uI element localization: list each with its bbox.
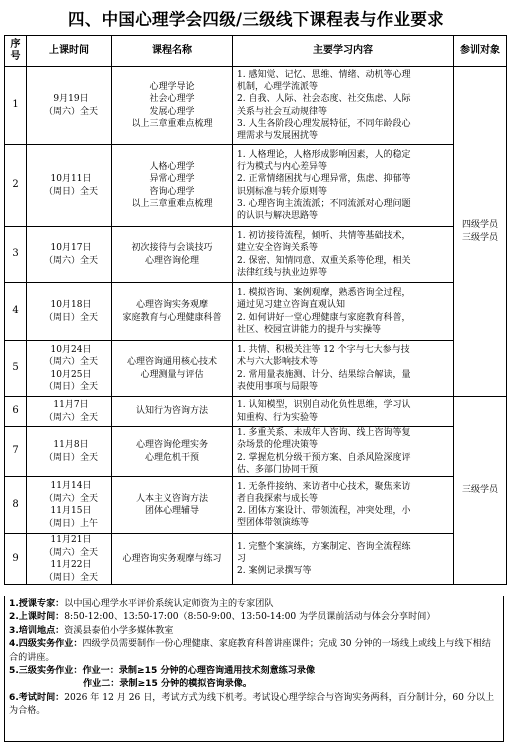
study-content-line: 表使用事项与局限等 [237,381,319,392]
study-content [233,341,454,397]
study-content-line: 法律红线与执业边界等 [237,267,328,278]
class-time-line: （周日）全天 [43,452,98,463]
class-time-line: （周六）全天 [43,547,98,558]
course-name-line: 心理危机干预 [144,452,199,463]
study-content [233,427,454,477]
row-number: 6 [5,397,27,427]
study-content [233,534,454,585]
course-name-line: 心理咨询伦理 [144,255,199,266]
study-content-line: 识别标准与转介原则等 [237,186,328,197]
class-time-line: （周日）全天 [43,186,98,197]
class-time-line: 10月17日 [50,243,92,253]
row-number: 7 [5,427,27,477]
study-content-line: 2. 如何讲好一堂心理健康与家庭教育科普， [237,312,411,323]
target-label: 三级学员 [461,485,498,496]
note-text: 作业一：录制≥15 分钟的心理咨询通用技术刻意练习录像 [82,666,316,677]
study-content-line: 社区、校园宣讲能力的提升与实操等 [237,324,382,335]
study-content [233,145,454,227]
course-name-line: 初次接待与会谈技巧 [131,243,213,253]
class-time [27,534,112,585]
study-content [233,397,454,427]
class-time [27,427,112,477]
study-content-line: 1. 完整个案演练，方案制定、咨询全流程练 [237,541,411,552]
study-content-line: 1. 共情、积极关注等 12 个字与七大参与技 [237,345,410,356]
course-name-line: 社会心理学 [149,94,195,104]
class-time [27,341,112,397]
course-name-line: 心理学导论 [149,81,195,92]
class-time-line: （周六）全天 [43,106,98,117]
note-label: 2.上课时间： [9,612,65,623]
note-item [9,638,499,665]
notes-section [4,596,504,742]
target-label: 四级学员 [461,220,498,230]
study-content-line: 2. 掌握危机分级干预方案、自杀风险深度评 [237,452,411,463]
class-time [27,227,112,283]
study-content-line: 3. 心理咨询主流流派；不同流派对心理问题 [237,198,411,209]
target-group-2 [454,397,507,585]
class-time-line: 10月18日 [50,300,92,310]
class-time-line: （周六）全天 [43,357,98,367]
study-content-line: 估、多部门协同干预 [237,464,319,475]
class-time-line: （周日）上午 [43,518,98,529]
study-content-line: 1. 初访接待流程，倾听、共情等基础技术， [237,231,411,242]
study-content [233,67,454,145]
study-content-line: 2. 常用量表施测、计分、结果综合解读，量 [237,369,411,380]
study-content-line: 习 [237,553,247,564]
study-content-line: 关系与社会互动规律等 [237,106,328,117]
study-content-line: 通过见习建立咨询直观认知 [237,300,346,311]
class-time-line: （周六）全天 [43,412,98,423]
note-label: 6.考试时间： [9,692,65,703]
study-content-line: 者自我探索与成长等 [237,493,319,504]
table-row [5,283,507,341]
table-row [5,227,507,283]
table-row [5,477,507,534]
course-name-line: 发展心理学 [149,106,195,117]
study-content-line: 的认识与解决思路等 [237,210,319,221]
study-content-line: 型团体带领演练等 [237,518,310,529]
class-time-line: 11月7日 [53,400,89,410]
class-time-line: 10月24日 [50,344,92,355]
study-content [233,477,454,534]
study-content [233,227,454,283]
note-item [9,598,499,611]
row-number: 8 [5,477,27,534]
note-item [9,692,499,719]
course-name [112,227,233,283]
class-time-line: 10月25日 [50,369,92,380]
course-name-line: 心理咨询通用核心技术 [126,357,217,367]
class-time-line: 11月22日 [50,560,92,570]
table-row [5,397,507,427]
note-item [9,665,499,692]
study-content-line: 1. 无条件接纳、来访者中心技术，聚焦来访 [237,481,411,492]
row-number: 2 [5,145,27,227]
row-number: 3 [5,227,27,283]
course-name-line: 心理咨询伦理实务 [135,440,208,450]
row-number: 4 [5,283,27,341]
class-time-line: （周六）全天 [43,493,98,504]
study-content-line: 2. 自我、人际、社会态度、社交焦虑、人际 [237,94,411,105]
target-label: 三级学员 [461,232,498,243]
class-time-line: （周日）全天 [43,312,98,323]
class-time [27,477,112,534]
course-name [112,397,233,427]
course-name-line: 认知行为咨询方法 [135,406,208,417]
header-target: 参训对象 [454,36,507,67]
class-time-line: 9月19日 [53,94,89,104]
schedule-table [4,35,507,585]
note-text: 资溪县泰伯小学多媒体教室 [64,625,174,636]
class-time-line: 10月11日 [50,174,92,184]
course-name [112,341,233,397]
course-name [112,67,233,145]
note-label: 4.四级实务作业： [9,639,83,650]
table-row [5,534,507,585]
target-group-1 [454,67,507,397]
study-content-line: 机制，心理学流派等 [237,82,319,93]
note-extra: 作业二：录制≥15 分钟的模拟咨询录像。 [83,679,252,690]
row-number: 5 [5,341,27,397]
study-content [233,283,454,341]
header-content: 主要学习内容 [233,36,454,67]
table-row [5,341,507,397]
study-content-line: 知重构、行为实验等 [237,412,319,423]
course-name-line: 以上三章重难点梳理 [131,199,213,209]
course-name-line: 异常心理学 [149,174,195,184]
course-name-line: 以上三章重难点梳理 [131,119,213,129]
note-text: 2026 年 12 月 26 日，考试方式为线下机考。考试设心理学综合与咨询实务两科，百分制计分，60 分以上为合格。 [9,692,495,717]
page-title: 四、中国心理学会四级/三级线下课程表与作业要求 [68,10,444,29]
course-name [112,427,233,477]
class-time-line: （周日）全天 [43,572,98,583]
study-content-line: 1. 多重关系、未成年人咨询、线上咨询等复 [237,428,411,439]
course-name [112,145,233,227]
note-item [9,625,499,638]
row-number: 9 [5,534,27,585]
study-content-line: 1. 认知模型，识别自动化负性思维，学习认 [237,400,411,411]
class-time-line: 11月21日 [50,535,92,545]
note-text: 四级学员需要制作一份心理健康、家庭教育科普讲座课件；完成 30 分钟的一场线上或线上与线下相结合的讲座。 [9,639,491,663]
course-name [112,534,233,585]
table-header-row [5,36,507,67]
class-time-line: 11月15日 [50,506,92,516]
note-text: 以中国心理学水平评价系统认定师资为主的专家团队 [64,599,274,609]
header-time: 上课时间 [27,36,112,67]
study-content-line: 3. 人生各阶段心理发展特征，不同年龄段心 [237,118,411,129]
note-label: 5.三级实务作业： [9,666,83,677]
course-name-line: 心理测量与评估 [140,369,204,380]
class-time-line: （周日）全天 [43,382,98,392]
course-name-line: 人格心理学 [149,161,195,172]
row-number: 1 [5,67,27,145]
study-content-line: 术与六大影响技术等 [237,357,319,368]
class-time-line: 11月8日 [53,440,89,450]
study-content-line: 理需求与发展困扰等 [237,130,319,141]
study-content-line: 行为模式与内心差异等 [237,162,328,173]
table-row [5,145,507,227]
class-time [27,283,112,341]
header-course: 课程名称 [112,36,233,67]
course-name [112,283,233,341]
class-time [27,397,112,427]
course-name-line: 心理咨询实务观摩与练习 [122,553,222,564]
note-text: 8:50-12:00、13:50-17:00（8:50-9:00、13:50-14:00 为学员课前活动与体会分享时间） [64,612,436,623]
table-row [5,67,507,145]
course-name [112,477,233,534]
study-content-line: 1. 感知觉、记忆、思维、情绪、动机等心理 [237,69,411,80]
note-label: 1.授课专家： [9,599,65,609]
course-name-line: 家庭教育与心理健康科普 [122,312,222,323]
study-content-line: 2. 正常情绪困扰与心理异常，焦虑、抑郁等 [237,174,411,185]
study-content-line: 2. 团体方案设计、带领流程，冲突处理，小 [237,506,411,516]
note-item [9,611,499,624]
course-name-line: 心理咨询实务观摩 [135,300,208,310]
note-label: 3.培训地点： [9,625,65,636]
study-content-line: 1. 模拟咨询、案例观摩，熟悉咨询全过程， [237,288,411,299]
class-time [27,67,112,145]
course-name-line: 咨询心理学 [149,186,195,197]
class-time-line: （周六）全天 [43,255,98,266]
study-content-line: 2. 保密、知情同意、双重关系等伦理，相关 [237,255,411,266]
study-content-line: 杂场景的伦理决策等 [237,440,319,451]
header-seq: 序号 [5,36,27,67]
study-content-line: 建立安全咨询关系等 [237,243,319,254]
study-content-line: 1. 人格理论，人格形成影响因素，人的稳定 [237,149,411,160]
table-row [5,427,507,477]
class-time [27,145,112,227]
class-time-line: 11月14日 [50,481,92,491]
course-name-line: 人本主义咨询方法 [135,493,208,504]
course-name-line: 团体心理辅导 [144,506,199,516]
study-content-line: 2. 案例记录撰写等 [237,566,312,577]
